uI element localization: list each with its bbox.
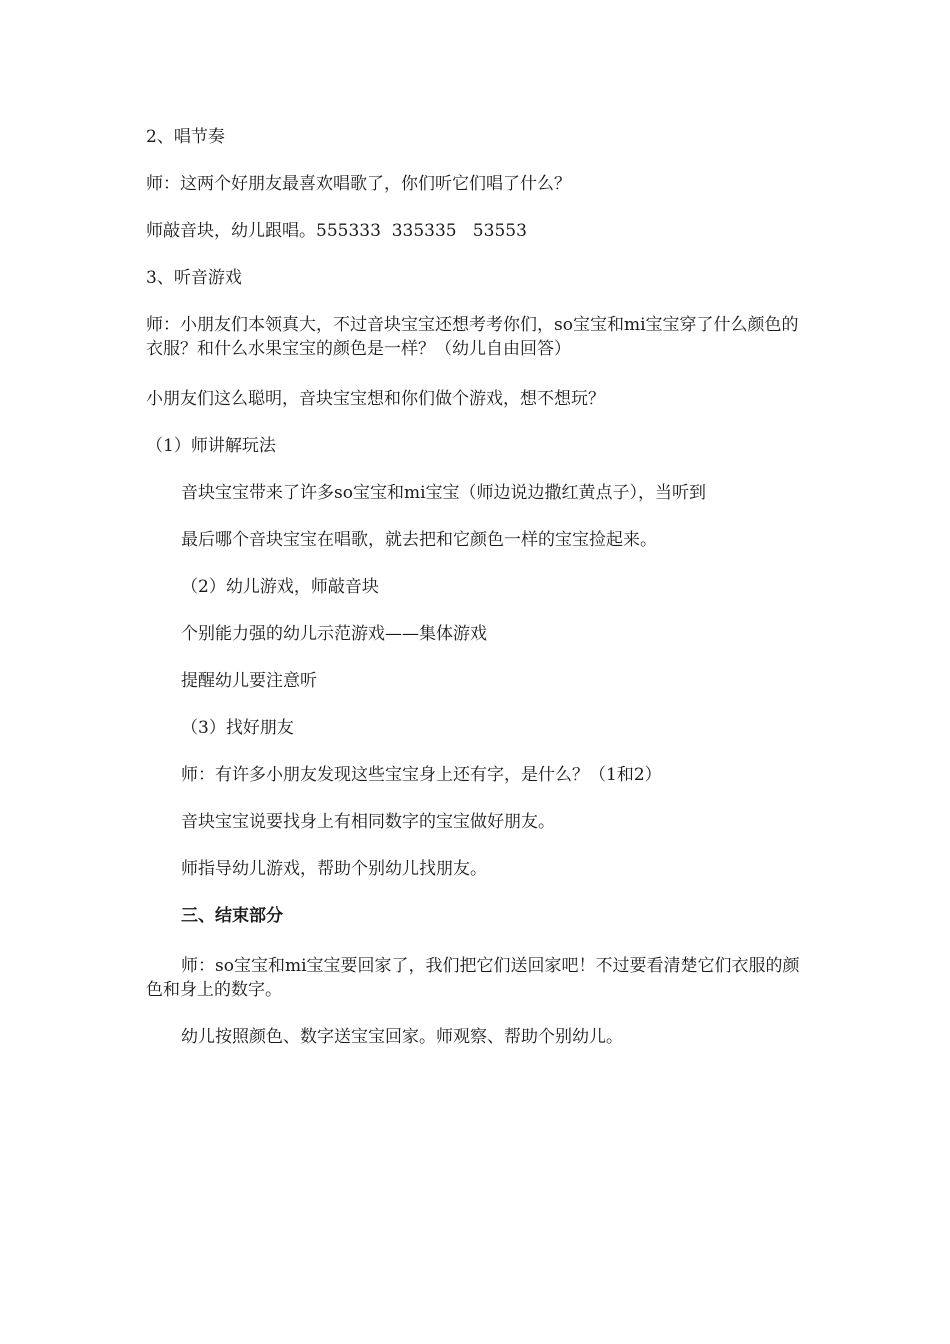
subheading-find-friends: （3）找好朋友	[181, 718, 294, 738]
paragraph: 小朋友们这么聪明，音块宝宝想和你们做个游戏，想不想玩？	[146, 389, 605, 409]
paragraph: 师：so宝宝和mi宝宝要回家了，我们把它们送回家吧！不过要看清楚它们衣服的颜色和身上的数字。	[146, 956, 800, 1000]
paragraph: 音块宝宝带来了许多so宝宝和mi宝宝（师边说边撒红黄点子），当听到	[181, 483, 707, 503]
subheading-explain-rules: （1）师讲解玩法	[146, 436, 276, 456]
paragraph: 幼儿按照颜色、数字送宝宝回家。师观察、帮助个别幼儿。	[181, 1027, 623, 1047]
paragraph: 师：这两个好朋友最喜欢唱歌了，你们听它们唱了什么？	[146, 174, 571, 194]
subheading-children-game: （2）幼儿游戏，师敲音块	[181, 577, 379, 597]
section-heading-ending: 三、结束部分	[181, 906, 283, 926]
heading-sing-rhythm: 2、唱节奏	[146, 127, 225, 147]
paragraph: 提醒幼儿要注意听	[181, 671, 317, 691]
paragraph: 师：小朋友们本领真大，不过音块宝宝还想考考你们，so宝宝和mi宝宝穿了什么颜色的衣服？和什么水果宝宝的颜色是一样？（幼儿自由回答）	[146, 315, 799, 359]
paragraph: 师敲音块，幼儿跟唱。555333 335335 53553	[146, 221, 527, 241]
paragraph: 最后哪个音块宝宝在唱歌，就去把和它颜色一样的宝宝捡起来。	[181, 530, 657, 550]
paragraph: 师指导幼儿游戏，帮助个别幼儿找朋友。	[181, 859, 487, 879]
paragraph: 音块宝宝说要找身上有相同数字的宝宝做好朋友。	[181, 812, 555, 832]
paragraph: 个别能力强的幼儿示范游戏——集体游戏	[181, 624, 487, 644]
paragraph: 师：有许多小朋友发现这些宝宝身上还有字，是什么？（1和2）	[181, 765, 662, 785]
heading-listening-game: 3、听音游戏	[146, 268, 242, 288]
